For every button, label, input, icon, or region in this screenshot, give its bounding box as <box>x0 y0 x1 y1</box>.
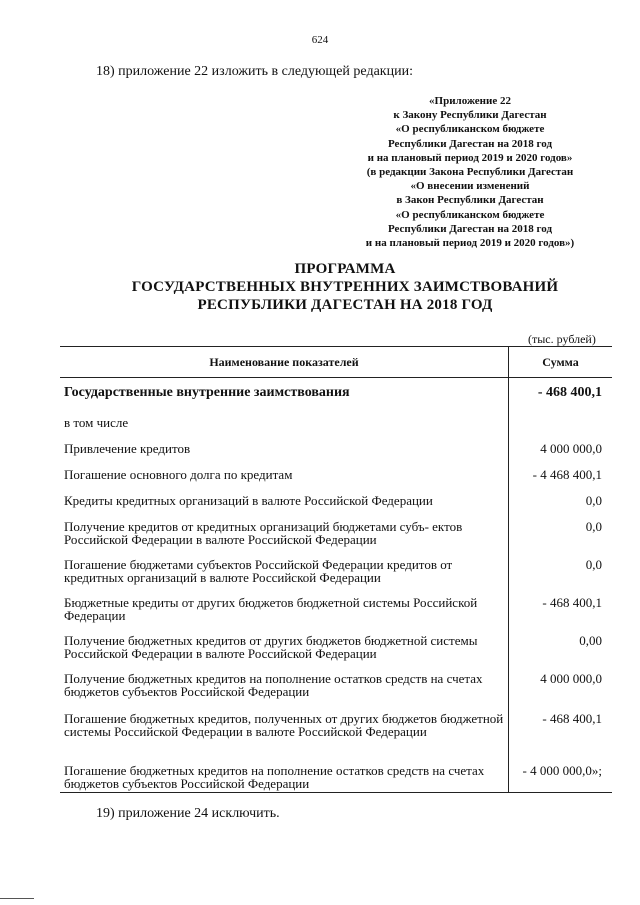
row-name: Погашение бюджетных кредитов на пополнение остатков средств на счетах бюджетов субъектов Российской Федерации <box>64 763 485 791</box>
item-18-text: 18) приложение 22 изложить в следующей редакции: <box>96 64 413 79</box>
table-row <box>60 664 612 704</box>
table-row <box>60 626 612 664</box>
row-value: 4 000 000,0 <box>508 664 612 704</box>
row-name: Государственные внутренние заимствования <box>64 385 350 400</box>
table-row <box>60 486 612 512</box>
item-19-text: 19) приложение 24 исключить. <box>96 806 280 821</box>
table-row <box>60 378 612 412</box>
table-row <box>60 434 612 460</box>
appendix-header-line: «О республиканском бюджете <box>395 123 545 136</box>
table-row <box>60 460 612 486</box>
appendix-header <box>330 94 610 250</box>
appendix-header-line: и на плановый период 2019 и 2020 годов») <box>365 237 575 250</box>
program-title-line: РЕСПУБЛИКИ ДАГЕСТАН НА 2018 ГОД <box>197 297 493 313</box>
row-value: - 468 400,1 <box>508 378 612 412</box>
appendix-header-line: «О республиканском бюджете <box>395 208 545 221</box>
header-name-column: Наименование показателей <box>209 354 359 369</box>
row-name: Получение бюджетных кредитов от других бюджетов бюджетной системы Российской Федерации в валюте Российской Федерации <box>64 633 478 661</box>
appendix-header-line: «Приложение 22 <box>429 95 511 107</box>
row-value: 0,00 <box>508 626 612 664</box>
row-value: 0,0 <box>508 512 612 550</box>
crop-mark <box>0 898 34 899</box>
row-name: Бюджетные кредиты от других бюджетов бюджетной системы Российской Федерации <box>64 595 478 623</box>
row-name: Погашение бюджетами субъектов Российской Федерации кредитов от кредитных организаций в валюте Российской Федерации <box>64 557 453 585</box>
row-name: в том числе <box>64 415 129 430</box>
row-value <box>508 412 612 434</box>
header-sum-column: Сумма <box>508 347 612 377</box>
table-row <box>60 412 612 434</box>
row-value: - 468 400,1 <box>508 588 612 626</box>
row-value: - 4 000 000,0»; <box>508 756 612 792</box>
row-name: Получение бюджетных кредитов на пополнение остатков средств на счетах бюджетов субъектов Российской Федерации <box>64 671 483 699</box>
table-row <box>60 756 612 792</box>
table-row <box>60 550 612 588</box>
row-value: - 4 468 400,1 <box>508 460 612 486</box>
table-row <box>60 512 612 550</box>
row-value: 4 000 000,0 <box>508 434 612 460</box>
row-name: Погашение основного долга по кредитам <box>64 467 293 482</box>
program-title-line: ПРОГРАММА <box>294 261 396 277</box>
appendix-header-line: и на плановый период 2019 и 2020 годов» <box>367 151 573 164</box>
program-title-line: ГОСУДАРСТВЕННЫХ ВНУТРЕННИХ ЗАИМСТВОВАНИЙ <box>131 279 559 295</box>
program-title <box>60 260 630 314</box>
row-name: Погашение бюджетных кредитов, полученных от других бюджетов бюджетной системы Российской Федерации в валюте Российской Федерации <box>64 711 504 739</box>
table-body <box>60 378 612 792</box>
row-value: 0,0 <box>508 550 612 588</box>
appendix-header-line: (в редакции Закона Республики Дагестан <box>366 166 574 179</box>
appendix-header-line: в Закон Республики Дагестан <box>396 194 544 207</box>
appendix-header-line: «О внесении изменений <box>410 180 530 193</box>
page-number: 624 <box>311 34 329 46</box>
table-row <box>60 588 612 626</box>
row-name: Получение кредитов от кредитных организаций бюджетами субъ- ектов Российской Федерации в валюте Российской Федерации <box>64 519 463 547</box>
borrowings-table <box>60 346 612 793</box>
row-name: Кредиты кредитных организаций в валюте Российской Федерации <box>64 493 433 508</box>
table-row <box>60 704 612 756</box>
appendix-header-line: Республики Дагестан на 2018 год <box>387 222 553 235</box>
appendix-header-line: Республики Дагестан на 2018 год <box>387 137 553 150</box>
row-value: - 468 400,1 <box>508 704 612 756</box>
appendix-header-line: к Закону Республики Дагестан <box>393 109 547 122</box>
units-label: (тыс. рублей) <box>528 332 596 346</box>
row-value: 0,0 <box>508 486 612 512</box>
row-name: Привлечение кредитов <box>64 441 191 456</box>
table-header <box>60 347 612 378</box>
